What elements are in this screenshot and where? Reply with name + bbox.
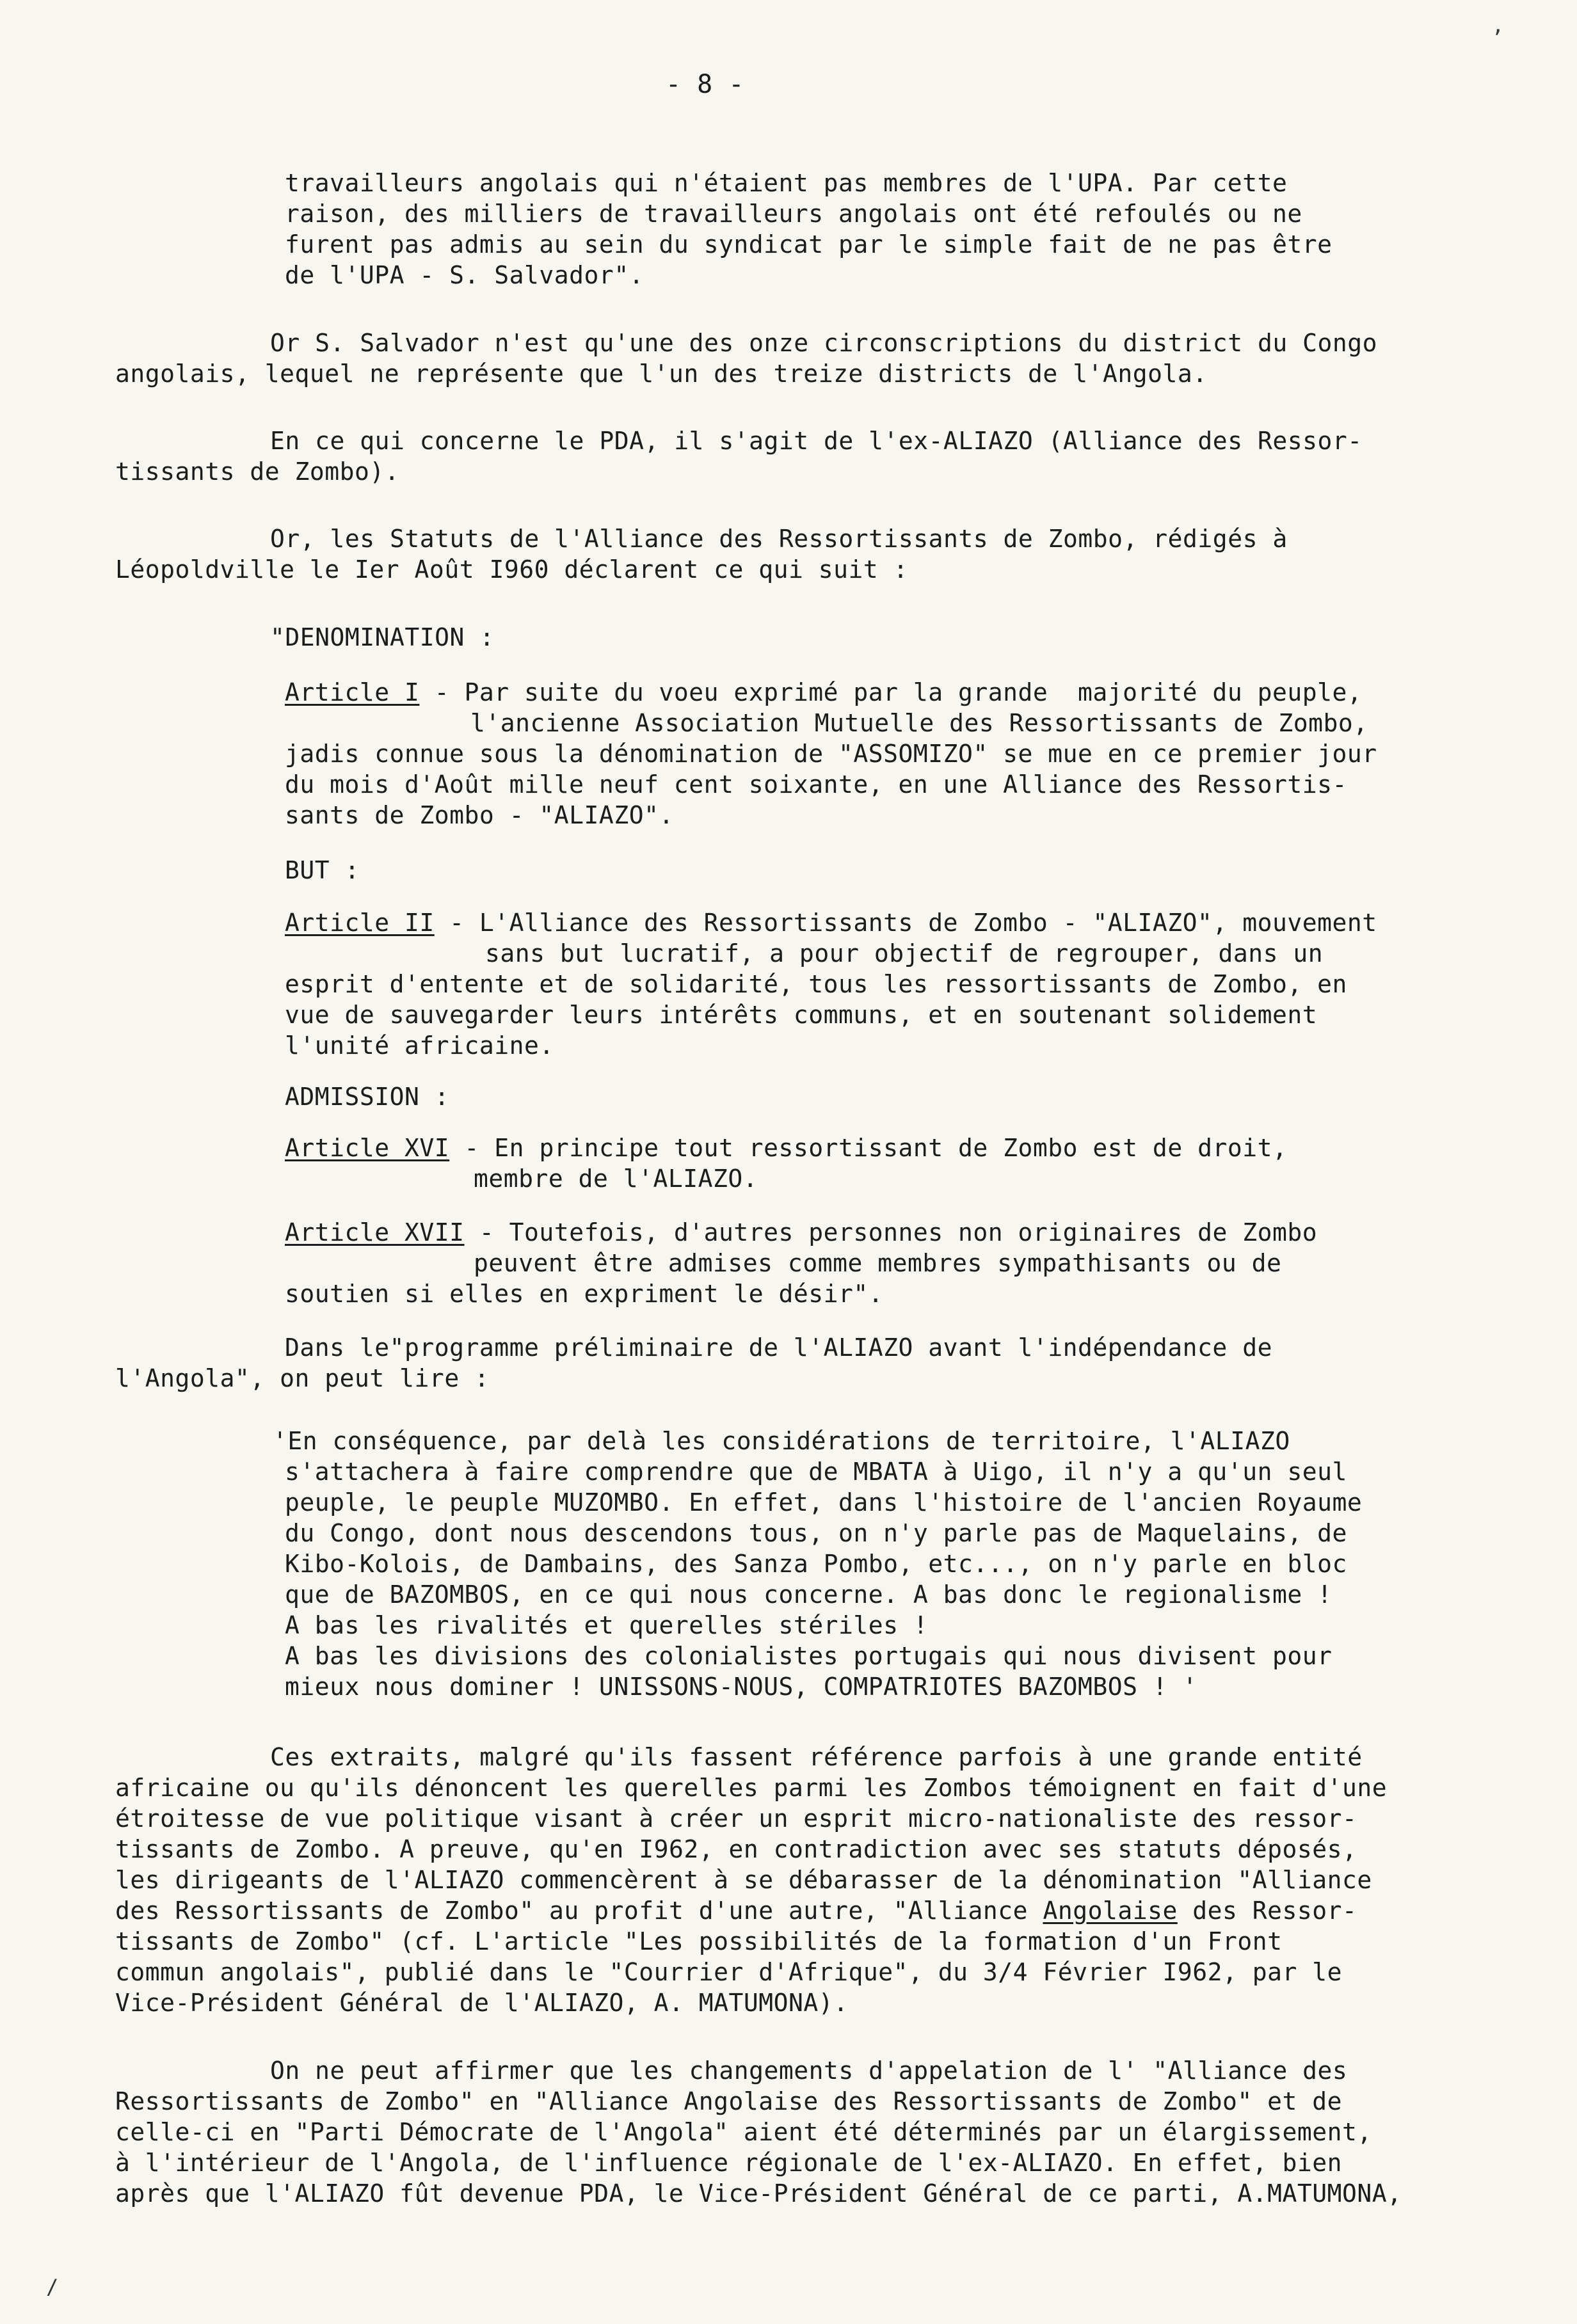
- text-line: travailleurs angolais qui n'étaient pas membres de l'UPA. Par cette: [285, 169, 1288, 197]
- text-line: du mois d'Août mille neuf cent soixante, en une Alliance des Ressortis-: [285, 770, 1347, 799]
- article-label: Article XVI: [285, 1134, 450, 1162]
- article-line: [285, 907, 1377, 938]
- quote-line: du Congo, dont nous descendons tous, on n'y parle pas de Maquelains, de: [285, 1519, 1347, 1547]
- text-line: angolais, lequel ne représente que l'un des treize districts de l'Angola.: [115, 360, 1208, 388]
- text-line: En ce qui concerne le PDA, il s'agit de l'ex-ALIAZO (Alliance des Ressor-: [270, 427, 1363, 455]
- scan-mark: ’: [1491, 26, 1504, 50]
- text-line: On ne peut affirmer que les changements d'appelation de l' "Alliance des: [270, 2057, 1348, 2085]
- section-heading: BUT :: [285, 856, 360, 884]
- quote-line: Kibo-Kolois, de Dambains, des Sanza Pombo, etc..., on n'y parle en bloc: [285, 1550, 1347, 1578]
- text-line: vue de sauvegarder leurs intérêts communs, et en soutenant solidement: [285, 1001, 1318, 1029]
- text-span: - Par suite du voeu exprimé par la grande majorité du peuple,: [419, 678, 1363, 706]
- text-line: Dans le"programme préliminaire de l'ALIAZO avant l'indépendance de: [285, 1333, 1272, 1362]
- text-line: soutien si elles en expriment le désir".: [285, 1280, 884, 1308]
- text-line: après que l'ALIAZO fût devenue PDA, le Vice-Président Général de ce parti, A.MATUMONA,: [115, 2179, 1402, 2208]
- article-line: [285, 1217, 1317, 1248]
- article-label: Article II: [285, 909, 435, 937]
- text-line: commun angolais", publié dans le "Courrier d'Afrique", du 3/4 Février I962, par le: [115, 1958, 1342, 1986]
- section-heading: ADMISSION :: [285, 1083, 450, 1111]
- section-heading: "DENOMINATION :: [270, 623, 495, 651]
- text-line: tissants de Zombo).: [115, 458, 400, 486]
- text-span: des Ressor-: [1177, 1897, 1357, 1925]
- text-line: tissants de Zombo" (cf. L'article "Les possibilités de la formation d'un Front: [115, 1927, 1283, 1955]
- text-line: l'Angola", on peut lire :: [115, 1364, 490, 1392]
- text-line: jadis connue sous la dénomination de "ASSOMIZO" se mue en ce premier jour: [285, 740, 1377, 768]
- quote-line: mieux nous dominer ! UNISSONS-NOUS, COMPATRIOTES BAZOMBOS ! ': [285, 1673, 1198, 1701]
- text-line: Léopoldville le Ier Août I960 déclarent ce qui suit :: [115, 555, 909, 584]
- quote-line: s'attachera à faire comprendre que de MBATA à Uigo, il n'y a qu'un seul: [285, 1458, 1347, 1486]
- text-line: à l'intérieur de l'Angola, de l'influence régionale de l'ex-ALIAZO. En effet, bien: [115, 2149, 1342, 2177]
- text-span: - En principe tout ressortissant de Zombo est de droit,: [449, 1134, 1288, 1162]
- text-line: Ces extraits, malgré qu'ils fassent référence parfois à une grande entité: [270, 1743, 1363, 1771]
- quote-line: A bas les divisions des colonialistes portugais qui nous divisent pour: [285, 1642, 1333, 1670]
- text-line: sans but lucratif, a pour objectif de regrouper, dans un: [485, 939, 1324, 967]
- text-line: Ressortissants de Zombo" en "Alliance Angolaise des Ressortissants de Zombo" et de: [115, 2087, 1342, 2115]
- article-label: Article I: [285, 678, 420, 706]
- quote-line: 'En conséquence, par delà les considérations de territoire, l'ALIAZO: [273, 1427, 1290, 1455]
- text-span: des Ressortissants de Zombo" au profit d'une autre, "Alliance: [115, 1897, 1043, 1925]
- text-line: esprit d'entente et de solidarité, tous les ressortissants de Zombo, en: [285, 970, 1347, 998]
- text-line: Or S. Salvador n'est qu'une des onze circonscriptions du district du Congo: [270, 329, 1377, 357]
- text-line: celle-ci en "Parti Démocrate de l'Angola" aient été déterminés par un élargissement,: [115, 2118, 1372, 2146]
- text-span: - L'Alliance des Ressortissants de Zombo - "ALIAZO", mouvement: [434, 909, 1377, 937]
- text-line: [115, 1895, 1357, 1926]
- quote-line: A bas les rivalités et querelles stériles !: [285, 1611, 929, 1639]
- text-line: peuvent être admises comme membres sympathisants ou de: [474, 1249, 1282, 1277]
- text-line: l'unité africaine.: [285, 1031, 554, 1060]
- text-line: sants de Zombo - "ALIAZO".: [285, 801, 674, 829]
- text-line: Vice-Président Général de l'ALIAZO, A. MATUMONA).: [115, 1989, 849, 2017]
- article-line: [285, 1133, 1287, 1163]
- quote-line: peuple, le peuple MUZOMBO. En effet, dans l'histoire de l'ancien Royaume: [285, 1488, 1363, 1516]
- text-line: membre de l'ALIAZO.: [474, 1165, 758, 1193]
- quote-line: que de BAZOMBOS, en ce qui nous concerne. A bas donc le regionalisme !: [285, 1580, 1333, 1609]
- text-line: raison, des milliers de travailleurs angolais ont été refoulés ou ne: [285, 200, 1302, 228]
- article-line: [285, 677, 1362, 708]
- scan-mark: /: [46, 2275, 59, 2299]
- text-line: l'ancienne Association Mutuelle des Ressortissants de Zombo,: [470, 709, 1368, 737]
- text-line: étroitesse de vue politique visant à créer un esprit micro-nationaliste des ressor-: [115, 1804, 1357, 1833]
- text-line: les dirigeants de l'ALIAZO commencèrent à se débarasser de la dénomination "Alliance: [115, 1866, 1372, 1894]
- article-label: Article XVII: [285, 1218, 465, 1246]
- text-line: de l'UPA - S. Salvador".: [285, 261, 644, 289]
- text-line: africaine ou qu'ils dénoncent les querelles parmi les Zombos témoignent en fait d'une: [115, 1774, 1388, 1802]
- text-line: Or, les Statuts de l'Alliance des Ressortissants de Zombo, rédigés à: [270, 525, 1288, 553]
- page-number: - 8 -: [666, 70, 744, 99]
- text-span: - Toutefois, d'autres personnes non originaires de Zombo: [464, 1218, 1318, 1246]
- text-line: furent pas admis au sein du syndicat par le simple fait de ne pas être: [285, 230, 1333, 259]
- underlined-word: Angolaise: [1043, 1897, 1178, 1925]
- text-line: tissants de Zombo. A preuve, qu'en I962, en contradiction avec ses statuts déposés,: [115, 1835, 1357, 1863]
